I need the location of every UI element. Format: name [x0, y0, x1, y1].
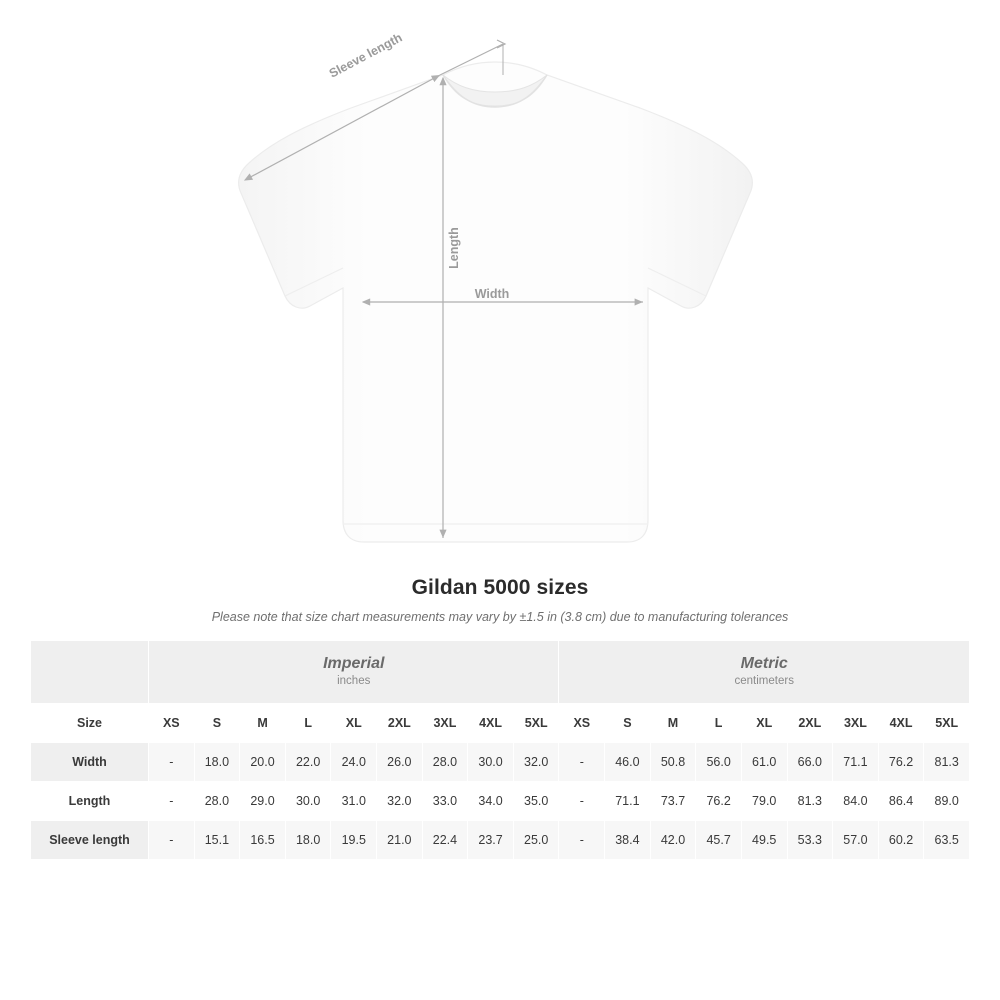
- sleeve-imperial-3xl: 22.4: [422, 821, 468, 860]
- sleeve-metric-xl: 49.5: [741, 821, 787, 860]
- width-metric-xl: 61.0: [741, 743, 787, 782]
- size-header-metric-5xl: 5XL: [924, 704, 970, 743]
- length-metric-m: 73.7: [650, 782, 696, 821]
- length-metric-l: 76.2: [696, 782, 742, 821]
- length-imperial-s: 28.0: [194, 782, 240, 821]
- length-label: Length: [447, 227, 461, 269]
- width-label: Width: [474, 287, 510, 301]
- row-label-width: Width: [31, 743, 149, 782]
- size-label-cell: Size: [31, 704, 149, 743]
- length-metric-5xl: 89.0: [924, 782, 970, 821]
- size-header-imperial-l: L: [285, 704, 331, 743]
- sleeve-metric-5xl: 63.5: [924, 821, 970, 860]
- table-row: [31, 782, 970, 821]
- length-metric-xs: -: [559, 782, 605, 821]
- size-header-imperial-5xl: 5XL: [513, 704, 559, 743]
- width-imperial-xl: 24.0: [331, 743, 377, 782]
- length-imperial-4xl: 34.0: [468, 782, 514, 821]
- size-header-metric-s: S: [605, 704, 651, 743]
- length-imperial-l: 30.0: [285, 782, 331, 821]
- width-metric-l: 56.0: [696, 743, 742, 782]
- tolerance-note: Please note that size chart measurements may vary by ±1.5 in (3.8 cm) due to manufacturing tolerances: [211, 610, 789, 624]
- sleeve-imperial-l: 18.0: [285, 821, 331, 860]
- width-metric-s: 46.0: [605, 743, 651, 782]
- size-header-metric-4xl: 4XL: [878, 704, 924, 743]
- table-row: [31, 821, 970, 860]
- page-title: Gildan 5000 sizes: [411, 576, 589, 599]
- length-metric-4xl: 86.4: [878, 782, 924, 821]
- width-metric-5xl: 81.3: [924, 743, 970, 782]
- length-imperial-xs: -: [149, 782, 195, 821]
- width-metric-m: 50.8: [650, 743, 696, 782]
- length-metric-xl: 79.0: [741, 782, 787, 821]
- row-label-length: Length: [31, 782, 149, 821]
- size-header-imperial-2xl: 2XL: [377, 704, 423, 743]
- size-header-metric-m: M: [650, 704, 696, 743]
- system-metric: [559, 641, 970, 704]
- length-imperial-3xl: 33.0: [422, 782, 468, 821]
- width-imperial-3xl: 28.0: [422, 743, 468, 782]
- table-row: [31, 743, 970, 782]
- length-metric-2xl: 81.3: [787, 782, 833, 821]
- size-header-imperial-m: M: [240, 704, 286, 743]
- size-header-imperial-3xl: 3XL: [422, 704, 468, 743]
- sleeve-metric-m: 42.0: [650, 821, 696, 860]
- width-metric-3xl: 71.1: [833, 743, 879, 782]
- size-table-wrap: [30, 640, 970, 860]
- system-metric-name: Metric: [740, 654, 788, 672]
- row-label-sleeve-length: Sleeve length: [31, 821, 149, 860]
- sleeve-imperial-s: 15.1: [194, 821, 240, 860]
- length-metric-3xl: 84.0: [833, 782, 879, 821]
- width-metric-xs: -: [559, 743, 605, 782]
- system-metric-unit: centimeters: [734, 674, 794, 687]
- sleeve-imperial-5xl: 25.0: [513, 821, 559, 860]
- width-imperial-l: 22.0: [285, 743, 331, 782]
- sleeve-metric-xs: -: [559, 821, 605, 860]
- size-header-imperial-xs: XS: [149, 704, 195, 743]
- size-header-imperial-4xl: 4XL: [468, 704, 514, 743]
- width-imperial-5xl: 32.0: [513, 743, 559, 782]
- sleeve-imperial-4xl: 23.7: [468, 821, 514, 860]
- size-header-imperial-s: S: [194, 704, 240, 743]
- system-imperial-name: Imperial: [323, 654, 385, 672]
- length-imperial-m: 29.0: [240, 782, 286, 821]
- sleeve-metric-2xl: 53.3: [787, 821, 833, 860]
- width-metric-2xl: 66.0: [787, 743, 833, 782]
- sleeve-metric-l: 45.7: [696, 821, 742, 860]
- width-imperial-4xl: 30.0: [468, 743, 514, 782]
- sleeve-imperial-xl: 19.5: [331, 821, 377, 860]
- size-table: [30, 640, 970, 860]
- width-imperial-m: 20.0: [240, 743, 286, 782]
- sleeve-length-label: Sleeve length: [326, 30, 405, 81]
- sleeve-metric-s: 38.4: [605, 821, 651, 860]
- system-imperial: [149, 641, 559, 704]
- length-imperial-5xl: 35.0: [513, 782, 559, 821]
- title-block: [0, 576, 1000, 624]
- sleeve-imperial-xs: -: [149, 821, 195, 860]
- size-header-metric-2xl: 2XL: [787, 704, 833, 743]
- length-metric-s: 71.1: [605, 782, 651, 821]
- width-metric-4xl: 76.2: [878, 743, 924, 782]
- system-imperial-unit: inches: [337, 674, 371, 687]
- length-imperial-2xl: 32.0: [377, 782, 423, 821]
- sleeve-metric-3xl: 57.0: [833, 821, 879, 860]
- size-header-row: [31, 704, 970, 743]
- size-header-metric-3xl: 3XL: [833, 704, 879, 743]
- size-header-imperial-xl: XL: [331, 704, 377, 743]
- width-imperial-xs: -: [149, 743, 195, 782]
- system-header-row: [31, 641, 970, 704]
- size-header-metric-xs: XS: [559, 704, 605, 743]
- size-header-metric-l: L: [696, 704, 742, 743]
- corner-cell: [31, 641, 149, 704]
- sleeve-metric-4xl: 60.2: [878, 821, 924, 860]
- width-imperial-2xl: 26.0: [377, 743, 423, 782]
- size-header-metric-xl: XL: [741, 704, 787, 743]
- length-imperial-xl: 31.0: [331, 782, 377, 821]
- sleeve-imperial-2xl: 21.0: [377, 821, 423, 860]
- width-imperial-s: 18.0: [194, 743, 240, 782]
- sleeve-imperial-m: 16.5: [240, 821, 286, 860]
